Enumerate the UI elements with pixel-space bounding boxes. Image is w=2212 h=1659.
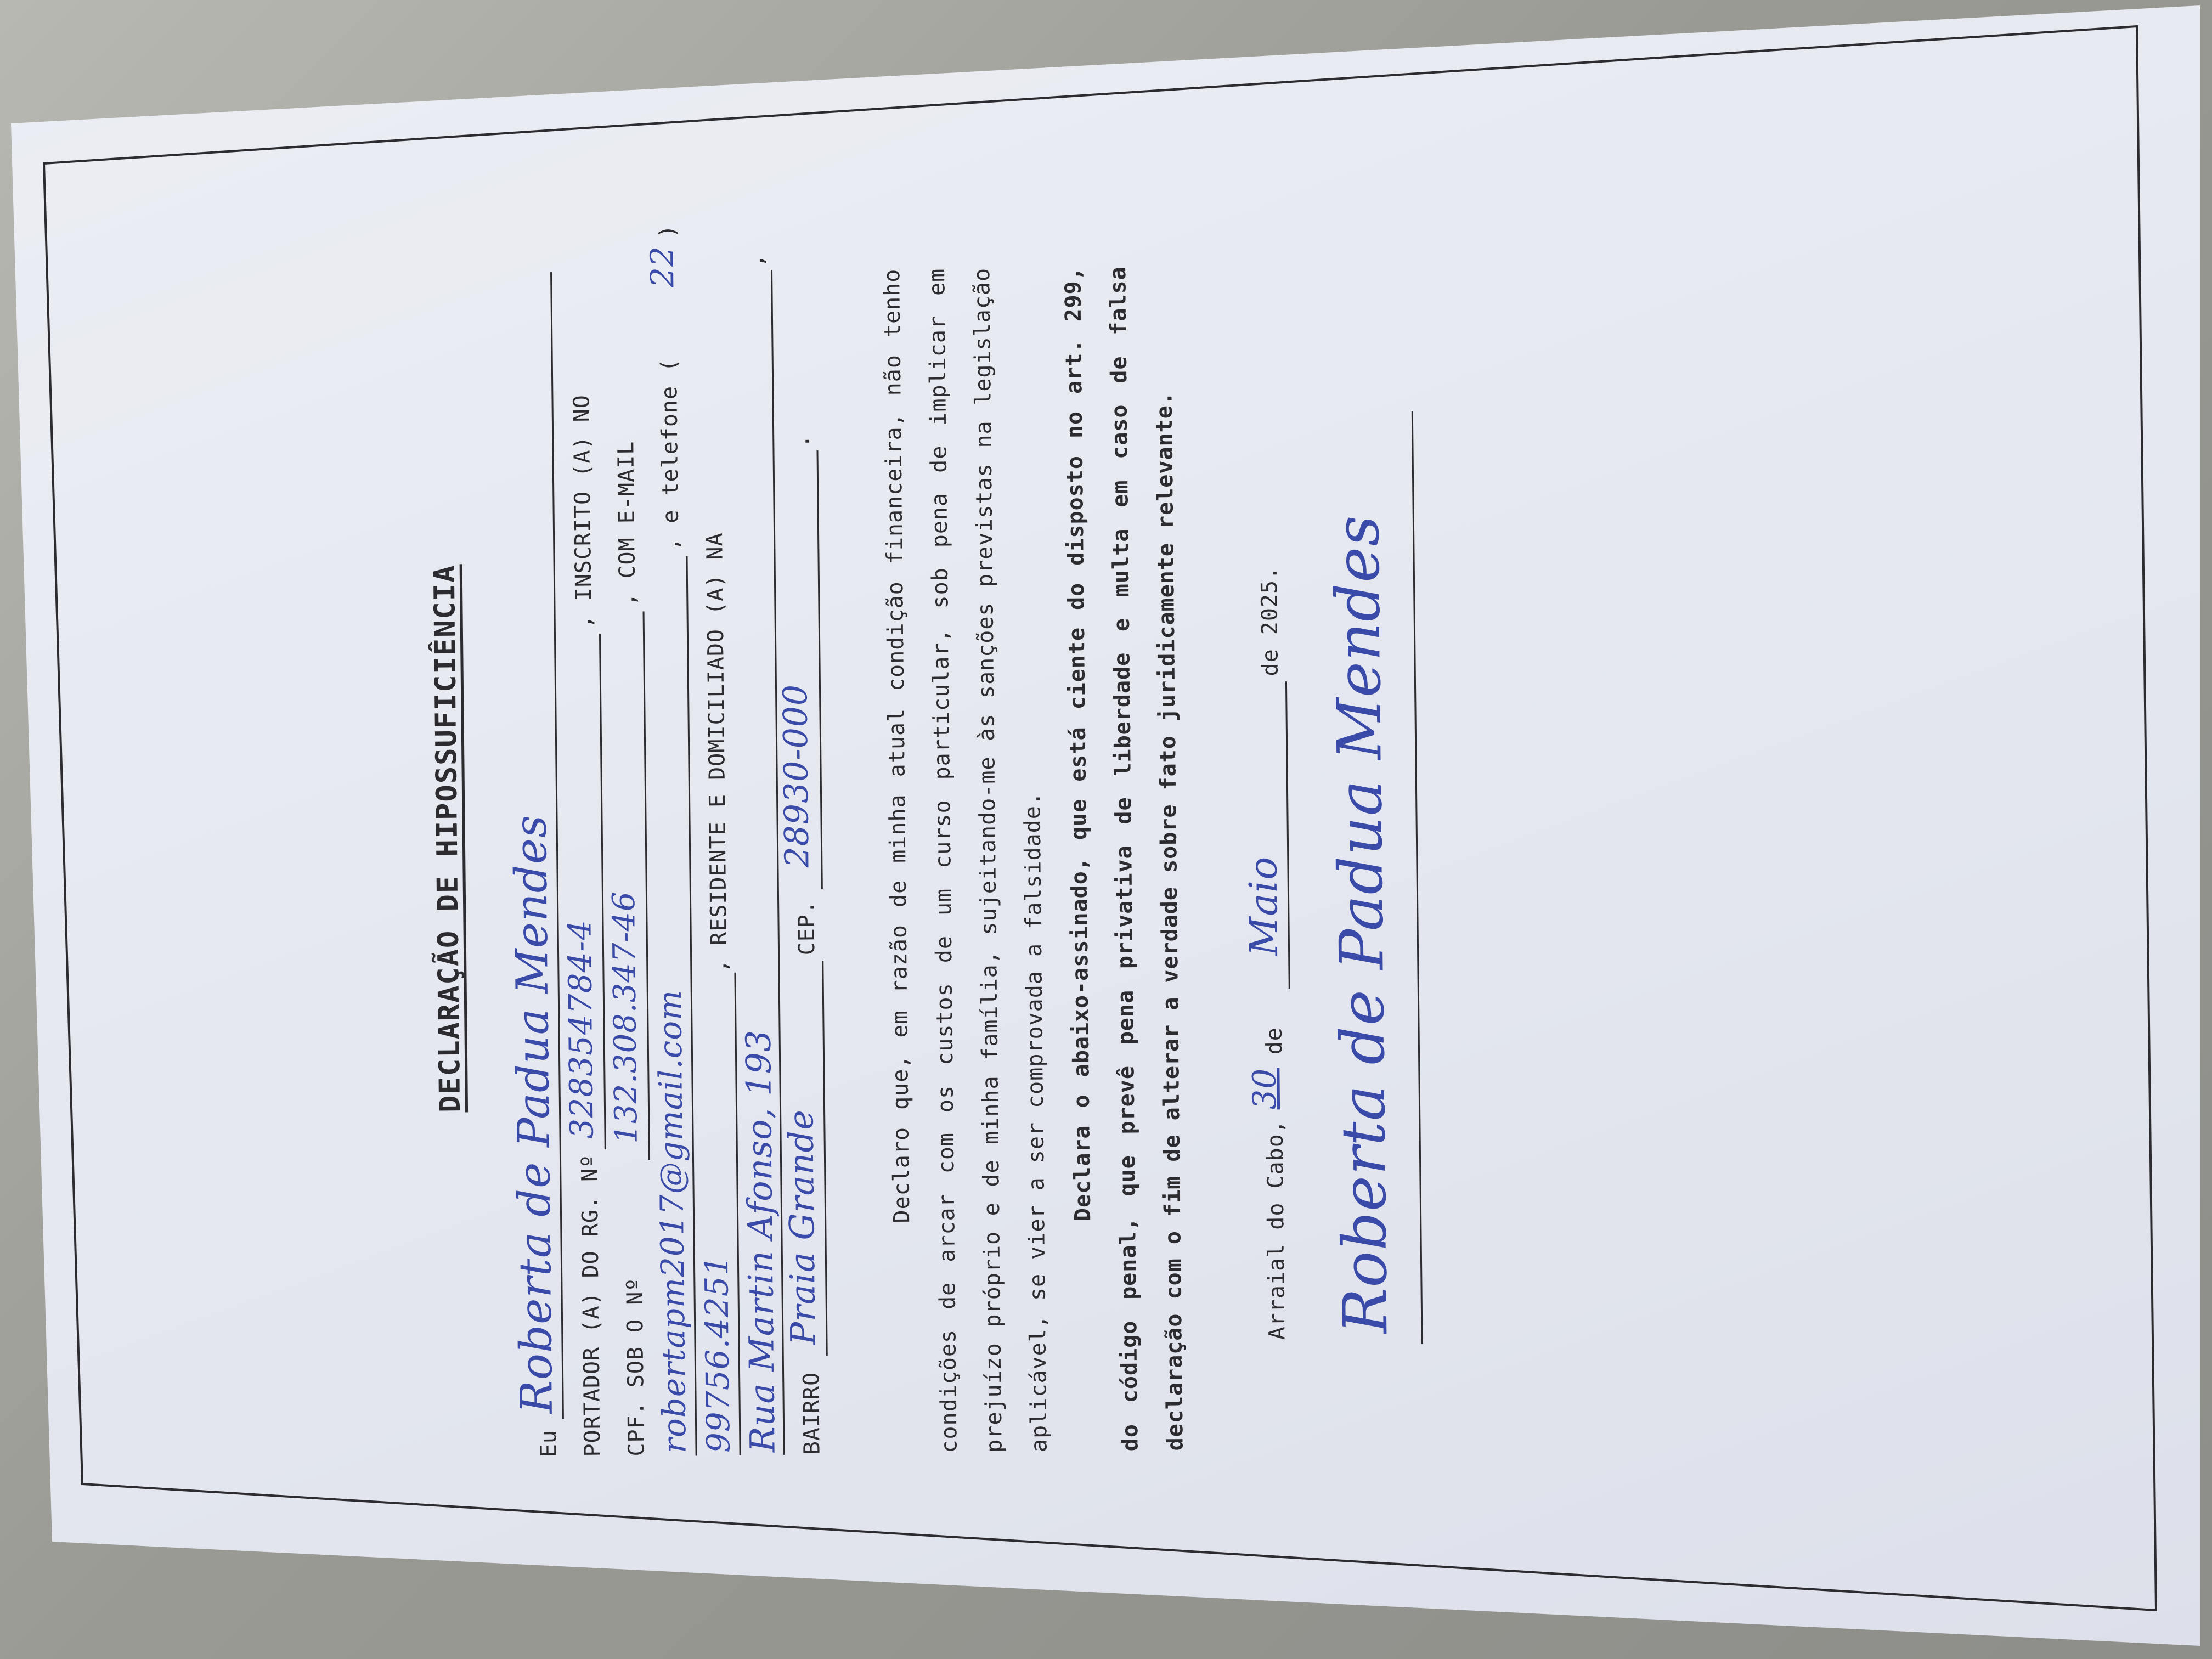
cep-blank bbox=[816, 450, 822, 889]
line3-label-b: , COM E-MAIL bbox=[613, 441, 641, 606]
declaration-paragraph: Declaro que, em razão de minha atual condição financeira, não tenho condições de arcar com os custos de um curso particular, sob pena de implicar em prejuízo próprio e de minha família, sujeitando-me às sanções previstas na legislação aplicável, se vier a ser comprovada a falsidade. bbox=[879, 267, 1052, 1453]
neighborhood-blank bbox=[822, 961, 828, 1356]
handwritten-address: Rua Martin Afonso, 193 bbox=[738, 1029, 783, 1453]
line2-label-a: PORTADOR (A) DO RG. Nº bbox=[577, 1154, 606, 1457]
handwritten-cpf: 132.308.347-46 bbox=[606, 891, 645, 1144]
line5-label-b: , RESIDENTE E DOMICILIADO (A) NA bbox=[702, 532, 732, 973]
handwritten-month: Maio bbox=[1240, 856, 1287, 957]
handwritten-day: 30 bbox=[1245, 1068, 1284, 1110]
handwritten-phone: 99756.4251 bbox=[697, 1255, 737, 1453]
line1-prefix: Eu bbox=[536, 1429, 562, 1458]
cpf-blank bbox=[643, 611, 650, 1160]
document-title: DECLARAÇÃO DE HIPOSSUFICIÊNCIA bbox=[428, 564, 467, 1113]
declaration-page bbox=[341, 87, 1454, 1580]
handwritten-cep: 28930-000 bbox=[776, 684, 817, 868]
date-de-1: de bbox=[1261, 1027, 1288, 1055]
signature-line bbox=[1412, 411, 1423, 1344]
line3-label-a: CPF. SOB O Nº bbox=[622, 1277, 650, 1457]
line7-label-c: . bbox=[789, 434, 815, 448]
line2-label-b: , INSCRITO (A) NO bbox=[569, 394, 597, 629]
date-year: de 2025. bbox=[1256, 566, 1283, 676]
handwritten-neighborhood: Praia Grande bbox=[781, 1109, 823, 1345]
handwritten-area-code: 22 bbox=[643, 245, 681, 288]
signature: Roberta de Padua Mendes bbox=[1322, 514, 1401, 1334]
line7-label-b: CEP. bbox=[794, 900, 820, 956]
handwritten-rg: 328354784-4 bbox=[561, 919, 601, 1139]
line7-label-a: BAIRRO bbox=[799, 1372, 825, 1455]
rg-blank bbox=[599, 634, 606, 1149]
line4-label-b: , e telefone ( bbox=[656, 358, 684, 551]
handwritten-email: robertapm2017@gmail.com bbox=[651, 989, 693, 1454]
legal-notice-paragraph: Declara o abaixo-assinado, que está ciente do disposto no art. 299, do código penal, que prevê pena privativa de liberdade e multa em caso de falsa declaração com o fim de alterar a verdade sobre fato juridicamente relevante. bbox=[1060, 266, 1188, 1452]
handwritten-name: Roberta de Padua Mendes bbox=[505, 814, 562, 1414]
line6-comma: , bbox=[743, 253, 769, 268]
date-place: Arraial do Cabo, bbox=[1262, 1119, 1290, 1340]
line4-label-c: ) bbox=[655, 224, 681, 239]
